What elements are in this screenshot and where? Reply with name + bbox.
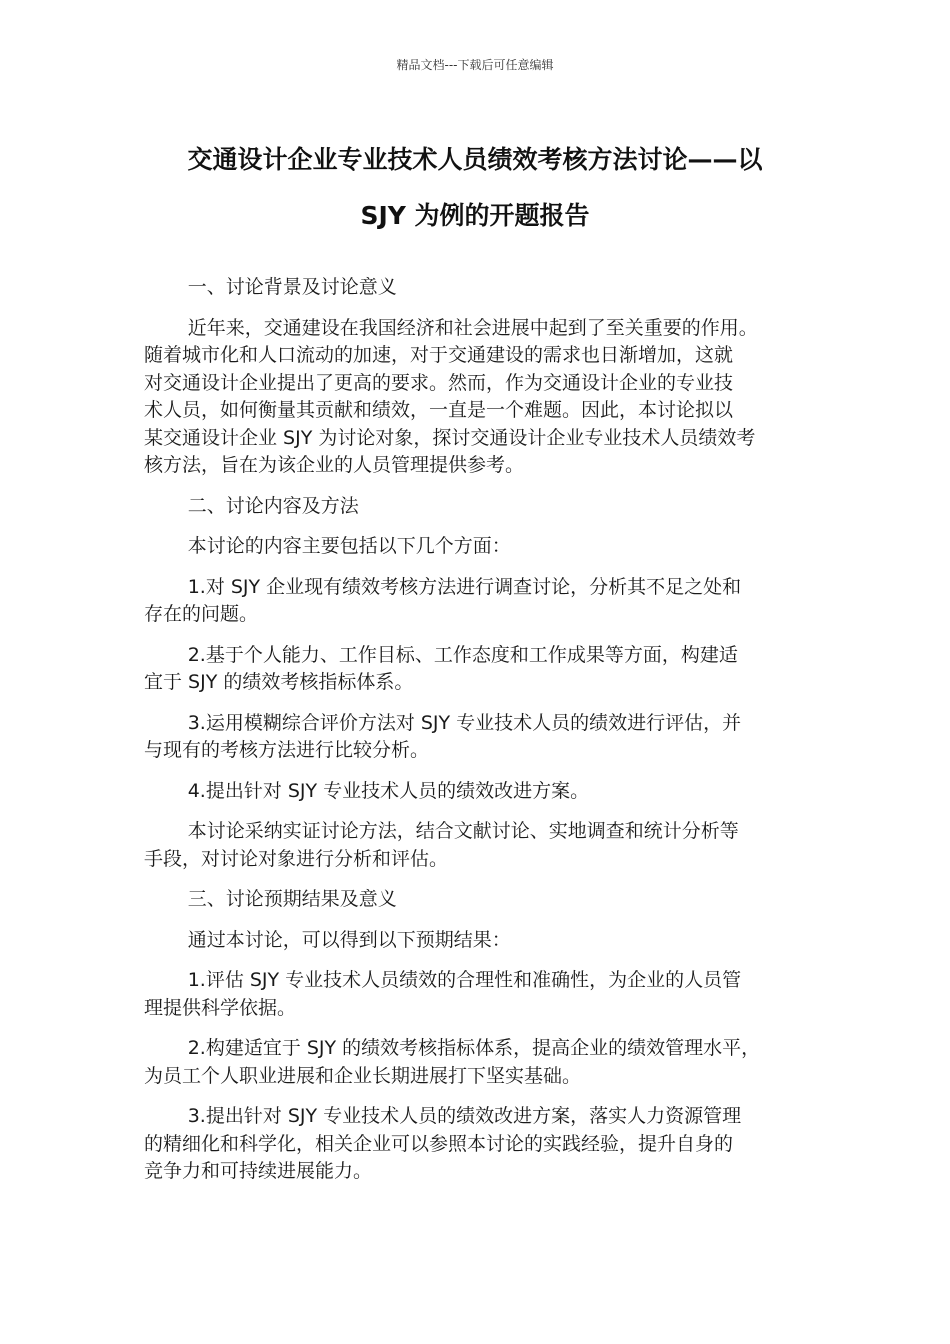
header-note: 精品文档---下载后可任意编辑 (396, 58, 554, 72)
section-heading-content-methods: 二、讨论内容及方法 (187, 494, 359, 517)
list-item-content-2: 2.基于个人能力、工作目标、工作态度和工作成果等方面，构建适 宜于 SJY 的绩效考核指标体系。 (144, 643, 738, 693)
section-heading-expected-results: 三、讨论预期结果及意义 (187, 888, 397, 910)
list-item-content-1: 1.对 SJY 企业现有绩效考核方法进行调查讨论，分析其不足之处和 存在的问题。 (144, 575, 742, 625)
list-item-result-2: 2.构建适宜于 SJY 的绩效考核指标体系，提高企业的绩效管理水平， 为员工个人职业进展和企业长期进展打下坚实基础。 (144, 1037, 761, 1087)
paragraph-methods: 本讨论采纳实证讨论方法，结合文献讨论、实地调查和统计分析等 手段，对讨论对象进行分析和评估。 (144, 820, 739, 870)
paragraph-background: 近年来，交通建设在我国经济和社会进展中起到了至关重要的作用。 随着城市化和人口流动的加速，对于交通建设的需求也日渐增加，这就 对交通设计企业提出了更高的要求。然而，作为交通设计企业的专业技 术人员，如何衡量其贡献和绩效，一直是一个难题。因此，本讨论拟以 某交通设计企业 SJY 为讨论对象，探讨交通设计企业专业技术人员绩效考 核方法，旨在为该企业的人员管理提供参考。 (144, 316, 758, 476)
document-title-line-2: SJY 为例的开题报告 (360, 201, 590, 230)
document-title-line-1: 交通设计企业专业技术人员绩效考核方法讨论——以 (187, 145, 763, 174)
document-body (144, 274, 808, 1199)
list-item-result-1: 1.评估 SJY 专业技术人员绩效的合理性和准确性，为企业的人员管 理提供科学依据。 (144, 969, 742, 1019)
list-item-result-3: 3.提出针对 SJY 专业技术人员的绩效改进方案，落实人力资源管理 的精细化和科学化，相关企业可以参照本讨论的实践经验，提升自身的 竞争力和可持续进展能力。 (144, 1105, 742, 1182)
document-title (140, 132, 810, 244)
paragraph-content-intro: 本讨论的内容主要包括以下几个方面： (187, 535, 511, 557)
list-item-content-3: 3.运用模糊综合评价方法对 SJY 专业技术人员的绩效进行评估，并 与现有的考核方法进行比较分析。 (144, 711, 742, 761)
list-item-content-4: 4.提出针对 SJY 专业技术人员的绩效改进方案。 (187, 779, 590, 802)
section-heading-background: 一、讨论背景及讨论意义 (187, 276, 397, 298)
paragraph-results-intro: 通过本讨论，可以得到以下预期结果： (187, 928, 511, 951)
